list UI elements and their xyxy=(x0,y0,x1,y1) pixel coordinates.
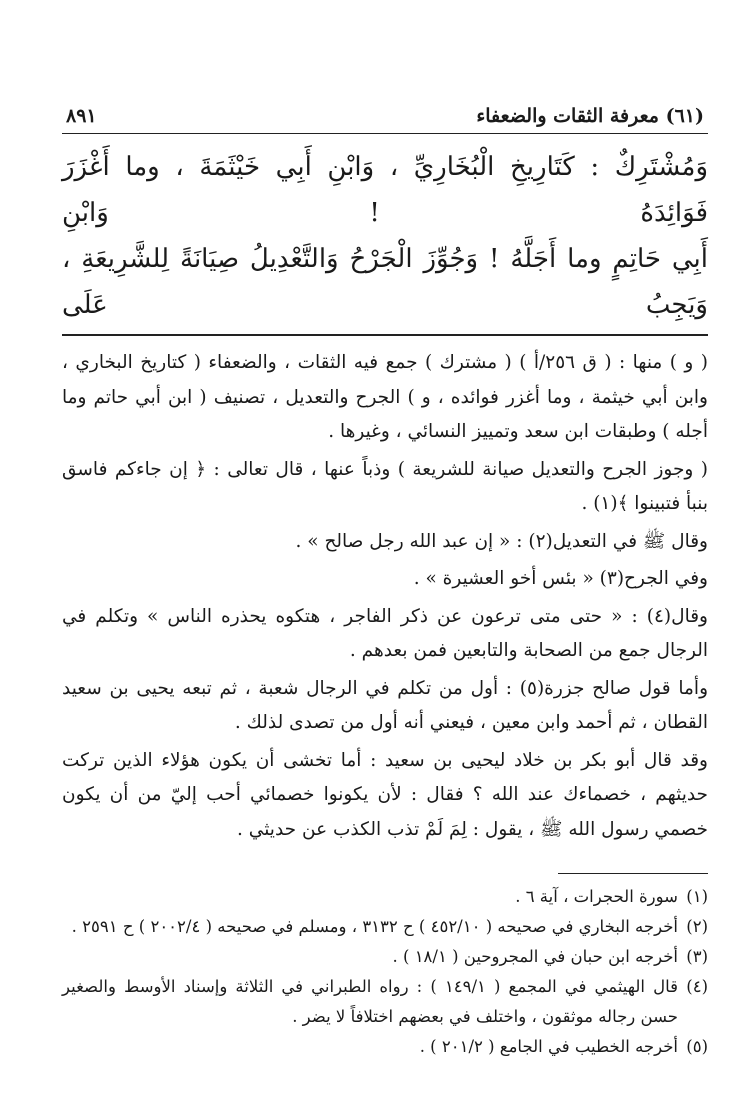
matn-text xyxy=(62,144,708,332)
footnote-number: (٢) xyxy=(686,917,708,936)
commentary xyxy=(62,346,708,847)
footnote xyxy=(62,1032,708,1062)
footnote xyxy=(62,972,708,1032)
commentary-paragraph-1: ( و ) منها : ( ق ٢٥٦/أ ) ( مشترك ) جمع فيه الثقات ، والضعفاء ( كتاريخ البخاري ، وابن أبي خيثمة ، وما أغزر فوائده ، و ) الجرح والتعديل ، تصنيف ( ابن أبي حاتم وما أجله ) وطبقات ابن سعد وتمييز النسائي ، وغيرها . xyxy=(62,352,709,442)
footnote-separator xyxy=(558,873,708,874)
commentary-paragraph-6: وأما قول صالح جزرة(٥) : أول من تكلم في الرجال شعبة ، ثم تبعه يحيى بن سعيد القطان ، ثم أحمد وابن معين ، فيعني أنه أول من تصدى لذلك . xyxy=(62,677,709,733)
footnote-number: (٥) xyxy=(686,1037,708,1056)
matn-line-2: أَبِي حَاتِمٍ وما أَجَلَّهُ ! وَجُوِّزَ الْجَرْحُ وَالتَّعْدِيلُ صِيَانَةً لِلشَّرِيعَةِ ، وَيَجِبُ عَلَى xyxy=(62,244,708,320)
page-header xyxy=(62,105,708,134)
footnote-text: سورة الحجرات ، آية ٦ . xyxy=(515,887,678,906)
commentary-paragraph-5: وقال(٤) : « حتى متى ترعون عن ذكر الفاجر ، هتكوه يحذره الناس » وتكلم في الرجال جمع من الصحابة والتابعين فمن بعدهم . xyxy=(62,605,708,661)
footnote xyxy=(62,882,708,912)
matn-line-1: وَمُشْتَرِكٌ : كَتَارِيخِ الْبُخَارِيِّ ، وَابْنِ أَبِي خَيْثَمَةَ ، وما أَغْزَرَ فَوَائِدَهُ ! وَابْنِ xyxy=(62,152,708,228)
footnote-number: (١) xyxy=(686,887,708,906)
book-page xyxy=(62,105,708,1062)
commentary-paragraph-2: ( وجوز الجرح والتعديل صيانة للشريعة ) وذباً عنها ، قال تعالى : ﴿ إن جاءكم فاسق بنبأ فتبينوا ﴾(١) . xyxy=(62,458,708,514)
footnote-text: أخرجه الخطيب في الجامع ( ٢٠١/٢ ) . xyxy=(419,1037,678,1056)
footnote xyxy=(62,942,708,972)
footnote-number: (٤) xyxy=(686,977,708,996)
footnote-text: أخرجه ابن حبان في المجروحين ( ١٨/١ ) . xyxy=(392,947,678,966)
footnote-text: قال الهيثمي في المجمع ( ١٤٩/١ ) : رواه الطبراني في الثلاثة وإسناد الأوسط والصغير حسن رجاله موثقون ، واختلف في بعضهم اختلافاً لا يضر . xyxy=(62,977,678,1026)
page-number: ٨٩١ xyxy=(66,105,97,127)
footnote xyxy=(62,912,708,942)
commentary-paragraph-3: وقال ﷺ في التعديل(٢) : « إن عبد الله رجل صالح » . xyxy=(295,530,708,552)
matn-divider xyxy=(62,334,708,336)
footnote-number: (٣) xyxy=(686,947,708,966)
commentary-paragraph-4: وفي الجرح(٣) « بئس أخو العشيرة » . xyxy=(413,568,708,589)
commentary-paragraph-7: وقد قال أبو بكر بن خلاد ليحيى بن سعيد : أما تخشى أن يكون هؤلاء الذين تركت حديثهم ، خصماءك عند الله ؟ فقال : لأن يكونوا خصمائي أحب إليّ من أن يكون خصمي رسول الله ﷺ ، يقول : لِمَ لَمْ تذب الكذب عن حديثي . xyxy=(62,749,708,840)
chapter-title: (٦١) معرفة الثقات والضعفاء xyxy=(476,105,704,127)
footnote-text: أخرجه البخاري في صحيحه ( ٤٥٢/١٠ ) ح ٣١٣٢ ، ومسلم في صحيحه ( ٢٠٠٢/٤ ) ح ٢٥٩١ . xyxy=(71,917,678,936)
footnotes xyxy=(62,882,708,1062)
